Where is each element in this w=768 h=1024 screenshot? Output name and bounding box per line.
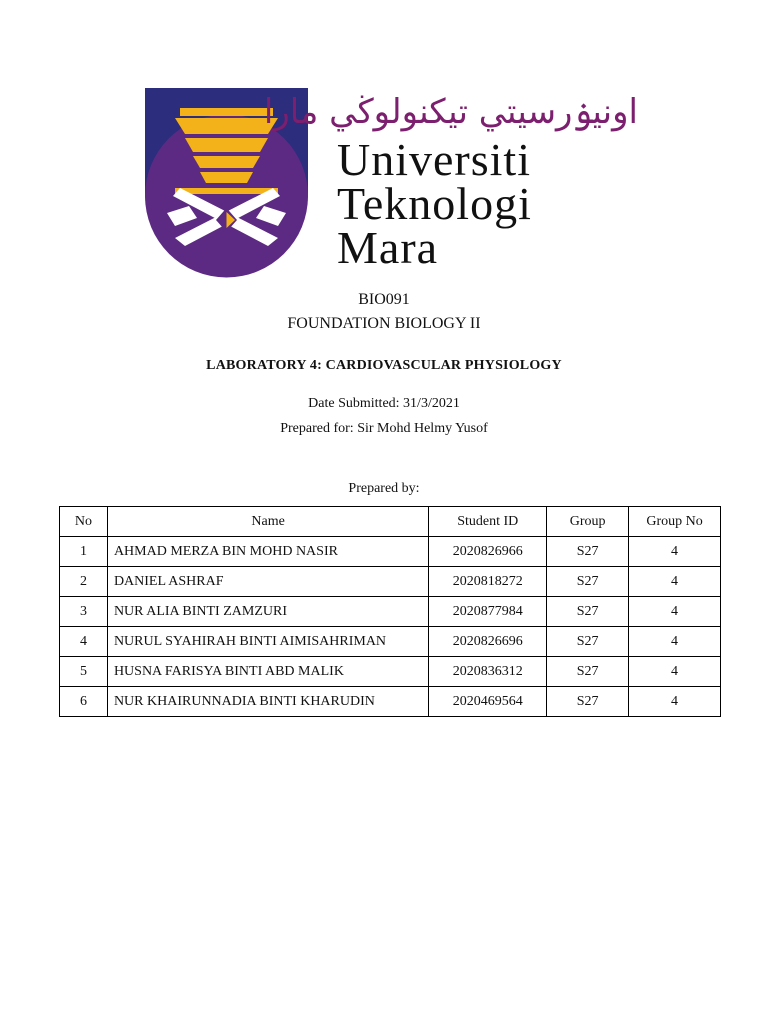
university-logo [145,88,645,280]
members-table [59,506,721,717]
cell-student-id: 2020469564 [429,687,547,717]
cell-name: HUSNA FARISYA BINTI ABD MALIK [107,657,428,687]
table-row [60,687,721,717]
wordmark-line-3: Mara [337,222,439,273]
cell-group: S27 [547,537,629,567]
header-group-no: Group No [629,507,721,537]
cell-name: NURUL SYAHIRAH BINTI AIMISAHRIMAN [107,627,428,657]
cell-group-no: 4 [629,687,721,717]
cell-name: NUR ALIA BINTI ZAMZURI [107,597,428,627]
cell-group: S27 [547,567,629,597]
course-name: FOUNDATION BIOLOGY II [287,315,481,332]
table-row [60,657,721,687]
cell-student-id: 2020818272 [429,567,547,597]
date-submitted: Date Submitted: 31/3/2021 [308,396,460,411]
cell-name: DANIEL ASHRAF [107,567,428,597]
cell-no: 5 [60,657,108,687]
cell-no: 1 [60,537,108,567]
cell-name: NUR KHAIRUNNADIA BINTI KHARUDIN [107,687,428,717]
cell-student-id: 2020836312 [429,657,547,687]
cell-name: AHMAD MERZA BIN MOHD NASIR [107,537,428,567]
header-student-id: Student ID [429,507,547,537]
cell-no: 6 [60,687,108,717]
wordmark-line-2: Teknologi [337,178,532,229]
cell-group: S27 [547,597,629,627]
cell-student-id: 2020826966 [429,537,547,567]
cell-no: 4 [60,627,108,657]
cell-no: 3 [60,597,108,627]
cell-group: S27 [547,687,629,717]
cell-group: S27 [547,657,629,687]
cell-student-id: 2020877984 [429,597,547,627]
table-header-row [60,507,721,537]
table-row [60,567,721,597]
prepared-for: Prepared for: Sir Mohd Helmy Yusof [280,421,488,436]
header-group: Group [547,507,629,537]
university-wordmark [337,134,532,273]
prepared-by: Prepared by: [348,481,420,496]
wordmark-line-1: Universiti [337,134,531,185]
table-row [60,537,721,567]
table-row [60,627,721,657]
cell-group-no: 4 [629,537,721,567]
cell-student-id: 2020826696 [429,627,547,657]
jawi-wordmark: اونيۏرسيتي تيكنولوڬي مارا [263,92,638,132]
table-row [60,597,721,627]
cell-group-no: 4 [629,657,721,687]
cell-group-no: 4 [629,597,721,627]
cell-group: S27 [547,627,629,657]
lab-title: LABORATORY 4: CARDIOVASCULAR PHYSIOLOGY [206,358,562,373]
cell-no: 2 [60,567,108,597]
course-code: BIO091 [358,291,410,308]
header-no: No [60,507,108,537]
cell-group-no: 4 [629,567,721,597]
cell-group-no: 4 [629,627,721,657]
header-name: Name [107,507,428,537]
